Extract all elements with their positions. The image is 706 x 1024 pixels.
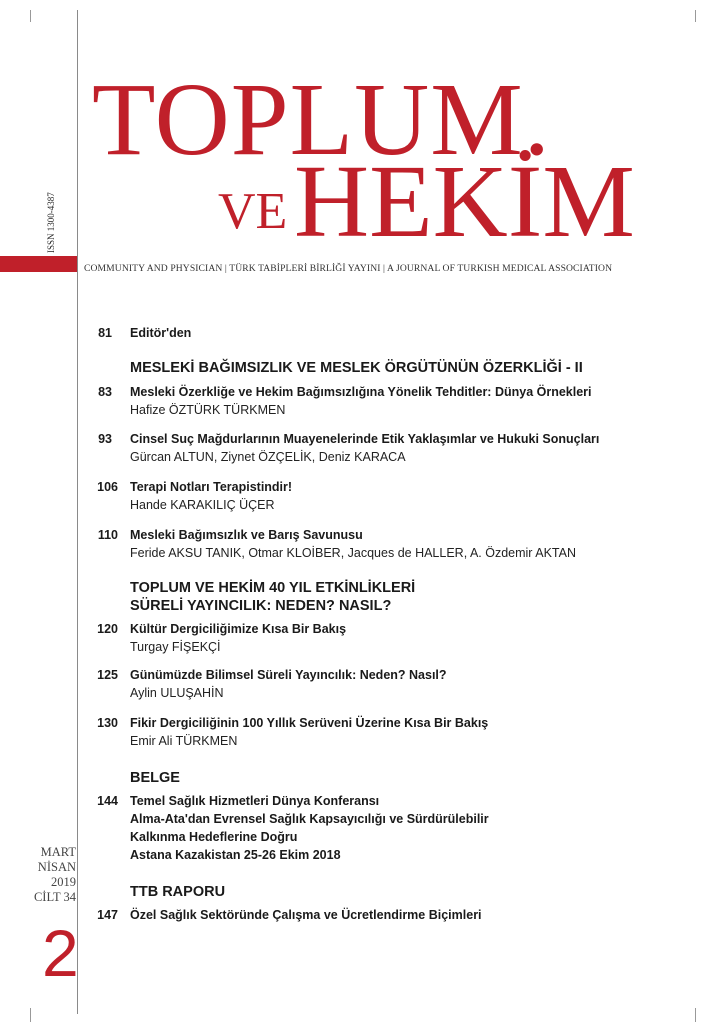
masthead-title-toplum: TOPLUM. bbox=[92, 62, 551, 177]
toc-entry-title: Kalkınma Hedeflerine Doğru bbox=[130, 830, 298, 844]
section-heading: MESLEKİ BAĞIMSIZLIK VE MESLEK ÖRGÜTÜNÜN ÖZERKLİĞİ - II bbox=[130, 360, 583, 376]
toc-entry-title: Mesleki Bağımsızlık ve Barış Savunusu bbox=[130, 528, 363, 542]
toc-page-number: 130 bbox=[97, 716, 118, 730]
toc-entry-title: Temel Sağlık Hizmetleri Dünya Konferansı bbox=[130, 794, 380, 808]
section-heading: SÜRELİ YAYINCILIK: NEDEN? NASIL? bbox=[130, 598, 392, 614]
toc-entry-title: Mesleki Özerkliğe ve Hekim Bağımsızlığına Yönelik Tehditler: Dünya Örnekleri bbox=[130, 385, 592, 399]
toc-entry-author: Hafize ÖZTÜRK TÜRKMEN bbox=[130, 403, 286, 417]
issue-month: NİSAN bbox=[37, 860, 76, 874]
issn-label: ISSN 1300-4387 bbox=[46, 192, 56, 253]
issue-date-block bbox=[20, 845, 76, 905]
toc-entry-title: Astana Kazakistan 25-26 Ekim 2018 bbox=[130, 848, 341, 862]
masthead-subtitle: COMMUNITY AND PHYSICIAN | TÜRK TABİPLERİ BİRLİĞİ YAYINI | A JOURNAL OF TURKISH MEDICAL ASSOCIATION bbox=[84, 263, 613, 274]
section-heading: TTB RAPORU bbox=[130, 884, 226, 900]
toc-entry-author: Hande KARAKILIÇ ÜÇER bbox=[130, 498, 275, 512]
vertical-divider bbox=[77, 10, 78, 1014]
toc-entry-title: Alma-Ata'dan Evrensel Sağlık Kapsayıcılığı ve Sürdürülebilir bbox=[130, 812, 489, 826]
toc-page-number: 83 bbox=[98, 385, 112, 399]
crop-mark bbox=[695, 10, 696, 22]
toc-entry-title: Özel Sağlık Sektöründe Çalışma ve Ücretlendirme Biçimleri bbox=[130, 908, 482, 922]
issue-volume: CİLT 34 bbox=[33, 890, 76, 904]
toc-entry-title: Fikir Dergiciliğinin 100 Yıllık Serüveni Üzerine Kısa Bir Bakış bbox=[130, 716, 489, 730]
issue-number: 2 bbox=[42, 916, 79, 990]
toc-page-number: 125 bbox=[97, 668, 118, 682]
toc-entry-author: Feride AKSU TANIK, Otmar KLOİBER, Jacques de HALLER, A. Özdemir AKTAN bbox=[130, 546, 576, 560]
toc-page-number: 147 bbox=[97, 908, 118, 922]
toc-entry-author: Gürcan ALTUN, Ziynet ÖZÇELİK, Deniz KARACA bbox=[130, 450, 406, 464]
masthead-title-hekim: HEKİM bbox=[294, 144, 635, 259]
toc-entry-author: Aylin ULUŞAHİN bbox=[130, 686, 224, 700]
crop-mark bbox=[30, 1008, 31, 1022]
section-heading: TOPLUM VE HEKİM 40 YIL ETKİNLİKLERİ bbox=[130, 580, 416, 596]
toc-entry-title: Terapi Notları Terapistindir! bbox=[130, 480, 293, 494]
toc-page-number: 93 bbox=[98, 432, 112, 446]
toc-page-number: 120 bbox=[97, 622, 118, 636]
toc-entry-title: Kültür Dergiciliğimize Kısa Bir Bakış bbox=[130, 622, 347, 636]
toc-page-number: 81 bbox=[98, 326, 112, 340]
toc-entry-author: Emir Ali TÜRKMEN bbox=[130, 734, 238, 748]
toc-page-number: 106 bbox=[97, 480, 118, 494]
crop-mark bbox=[30, 10, 31, 22]
toc-page-number: 110 bbox=[97, 528, 118, 542]
accent-bar bbox=[0, 256, 77, 272]
issue-year: 2019 bbox=[51, 875, 76, 889]
section-heading: BELGE bbox=[130, 770, 180, 786]
crop-mark bbox=[695, 1008, 696, 1022]
toc-entry-author: Turgay FİŞEKÇİ bbox=[130, 640, 221, 654]
masthead-title-ve: VE bbox=[218, 183, 288, 240]
toc-page-number: 144 bbox=[97, 794, 118, 808]
issue-month: MART bbox=[40, 845, 76, 859]
toc-entry-title: Cinsel Suç Mağdurlarının Muayenelerinde Etik Yaklaşımlar ve Hukuki Sonuçları bbox=[130, 432, 600, 446]
toc-entry-title: Günümüzde Bilimsel Süreli Yayıncılık: Neden? Nasıl? bbox=[130, 668, 447, 682]
toc-entry-title: Editör'den bbox=[130, 326, 192, 340]
